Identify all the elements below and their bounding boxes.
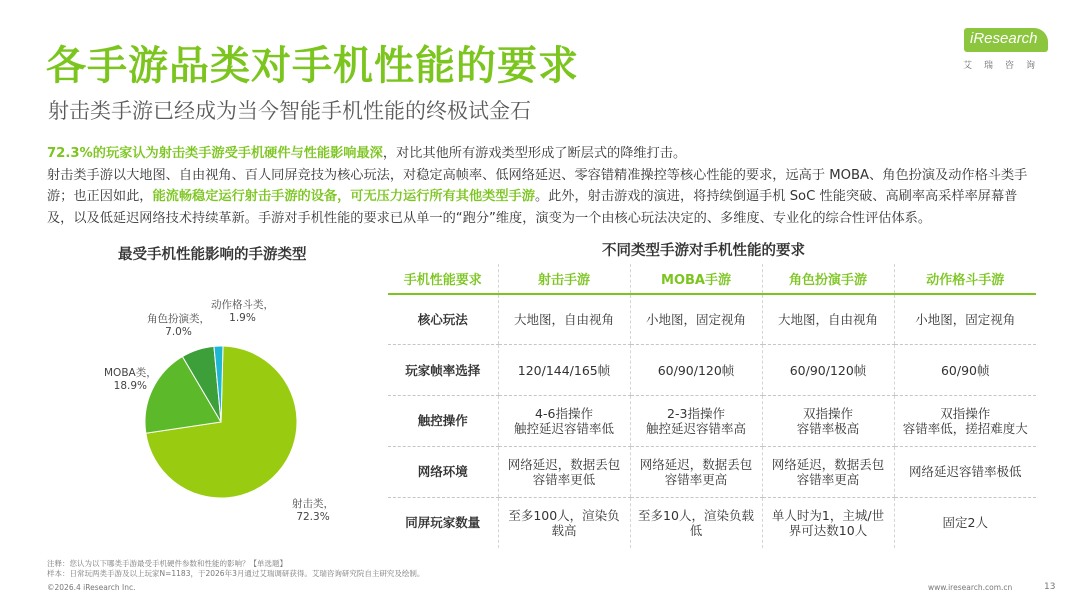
table-cell: 60/90/120帧: [630, 345, 762, 396]
footnotes: [47, 559, 424, 579]
table-cell: 小地图，固定视角: [630, 294, 762, 345]
footnote-sample: 样本：日常玩两类手游及以上玩家N=1183，于2026年3月通过艾瑞调研获得。艾瑞咨询研究院自主研究及绘制。: [47, 569, 425, 578]
table-cell: 双指操作 容错率低，搓招难度大: [894, 396, 1036, 447]
table-cell: 网络延迟容错率极低: [894, 446, 1036, 497]
pie-label-value: 7.0%: [165, 326, 192, 338]
intro-highlight-2: 能流畅稳定运行射击手游的设备，可无压力运行所有其他类型手游: [152, 189, 535, 204]
pie-label-fighting: [211, 299, 274, 325]
intro-text-2b: 。此外，射击游戏的演进，将持续倒逼手机 SoC 性能突破、高刷率高采样率屏幕普及，以及低延迟网络技术持续革新。手游对手机性能的要求已从单一的“跑分”维度，演变为一个由核心玩法决定的、多维度、专业化的综合性评估体系。: [47, 189, 1018, 226]
table-header-row: [388, 264, 1036, 294]
table-header-cell: 射击手游: [498, 264, 630, 294]
table-cell: 网络延迟，数据丢包 容错率更高: [762, 446, 894, 497]
row-label: 网络环境: [388, 446, 498, 497]
table-cell: 大地图，自由视角: [498, 294, 630, 345]
pie-label-moba: [104, 367, 157, 393]
intro-text-2a: 射击类手游以大地图、自由视角、百人同屏竞技为核心玩法，对稳定高帧率、低网络延迟、零容错精准操控等核心性能的要求，远高于 MOBA、角色扮演及动作格斗类手游；也正因如此，: [47, 167, 1028, 204]
table-row: [388, 497, 1036, 548]
table-cell: 至多100人，渲染负 载高: [498, 497, 630, 548]
table-cell: 大地图，自由视角: [762, 294, 894, 345]
intro-highlight-1: 72.3%的玩家认为射击类手游受手机硬件与性能影响最深: [47, 146, 383, 161]
logo-text: iResearch: [970, 30, 1038, 47]
website-link[interactable]: www.iresearch.com.cn: [928, 583, 1013, 592]
table-header-cell: MOBA手游: [630, 264, 762, 294]
page-number: 13: [1044, 582, 1056, 592]
table-header-cell: 动作格斗手游: [894, 264, 1036, 294]
pie-label-name: 射击类，: [292, 498, 334, 510]
table-row: [388, 396, 1036, 447]
table-header-cell: 手机性能要求: [388, 264, 498, 294]
table-cell: 60/90帧: [894, 345, 1036, 396]
page-title: 各手游品类对手机性能的要求: [46, 43, 579, 89]
logo-subtext: 艾瑞咨询: [963, 61, 1048, 71]
table-cell: 固定2人: [894, 497, 1036, 548]
table-cell: 小地图，固定视角: [894, 294, 1036, 345]
table-cell: 至多10人，渲染负载 低: [630, 497, 762, 548]
footnote-question: 注释：您认为以下哪类手游最受手机硬件参数和性能的影响？【单选题】: [47, 559, 287, 568]
requirements-table: [388, 264, 1036, 548]
row-label: 同屏玩家数量: [405, 515, 481, 531]
table-cell: 2-3指操作 触控延迟容错率高: [630, 396, 762, 447]
page-subtitle: 射击类手游已经成为当今智能手机性能的终极试金石: [48, 99, 531, 123]
table-title: 不同类型手游对手机性能的要求: [602, 243, 805, 259]
table-cell: 双指操作 容错率极高: [762, 396, 894, 447]
table-row: [388, 345, 1036, 396]
table-cell: 120/144/165帧: [498, 345, 630, 396]
table-row: [388, 446, 1036, 497]
pie-label-name: 动作格斗类，: [211, 299, 274, 311]
row-label: 玩家帧率选择: [388, 345, 498, 396]
row-label: 核心玩法: [388, 294, 498, 345]
pie-label-name: 角色扮演类，: [147, 313, 210, 325]
row-label: 触控操作: [388, 396, 498, 447]
pie-label-value: 1.9%: [229, 312, 256, 324]
pie-label-rpg: [147, 313, 210, 339]
pie-label-value: 72.3%: [296, 511, 330, 523]
pie-label-value: 18.9%: [113, 380, 148, 392]
pie-label-name: MOBA类，: [104, 367, 157, 379]
table-cell: 单人时为1，主城/世 界可达数10人: [762, 497, 894, 548]
table-header-cell: 角色扮演手游: [762, 264, 894, 294]
table-row: [388, 294, 1036, 345]
table-cell: 60/90/120帧: [762, 345, 894, 396]
table-body: [388, 294, 1036, 548]
table-cell: 网络延迟，数据丢包 容错率更高: [630, 446, 762, 497]
pie-chart-title: 最受手机性能影响的手游类型: [118, 247, 307, 263]
table-cell: 4-6指操作 触控延迟容错率低: [498, 396, 630, 447]
copyright: ©2026.4 iResearch Inc.: [47, 583, 136, 592]
table-cell: 网络延迟，数据丢包 容错率更低: [498, 446, 630, 497]
pie-label-shooter: [292, 498, 334, 524]
intro-text-1: ，对比其他所有游戏类型形成了断层式的降维打击。: [382, 146, 687, 161]
